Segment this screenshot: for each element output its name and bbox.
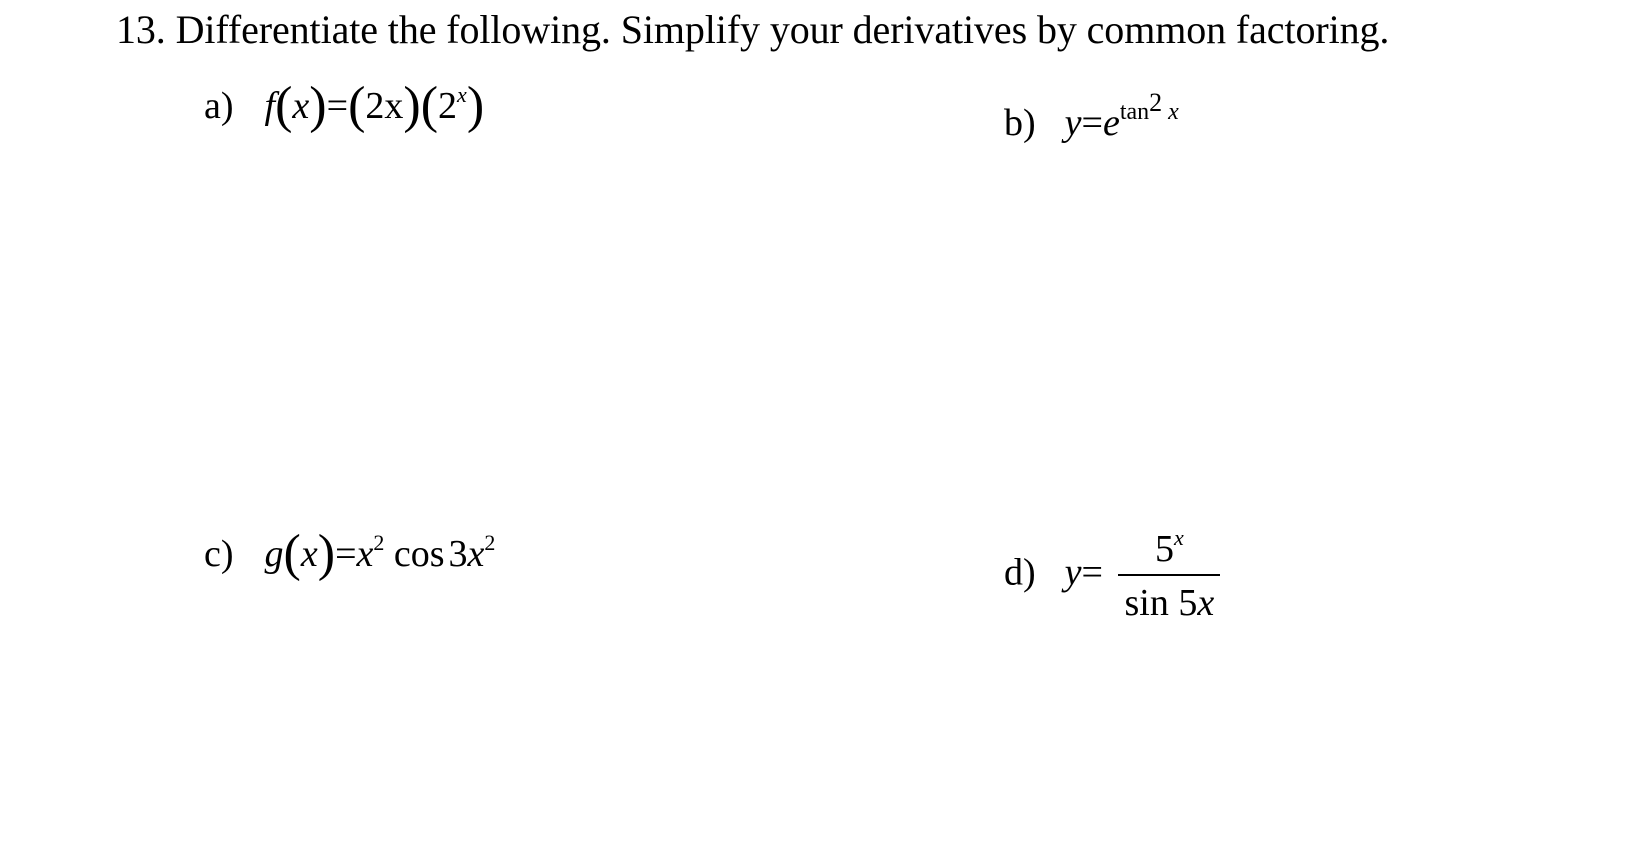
- problem-c-trig: cos: [393, 533, 445, 575]
- problem-a-base2: 2: [438, 85, 458, 127]
- equals-sign: =: [335, 533, 357, 575]
- problem-d-fraction: [1118, 525, 1220, 624]
- problem-d-label: d): [1004, 551, 1036, 594]
- close-paren: ): [309, 77, 327, 134]
- problem-a-label: a): [204, 85, 234, 127]
- problem-b-exp-power: 2: [1149, 88, 1163, 117]
- problem-a: [204, 77, 485, 134]
- problem-d-num-base: 5: [1154, 528, 1174, 570]
- problem-b-exp-var: x: [1168, 99, 1179, 125]
- problem-c-term1-base: x: [356, 533, 374, 575]
- equals-sign: =: [1081, 551, 1103, 594]
- problem-d-den-fn: sin: [1124, 582, 1169, 624]
- problem-c-label: c): [204, 533, 234, 575]
- open-paren: (: [420, 77, 439, 134]
- equals-sign: =: [1081, 102, 1103, 144]
- open-paren: (: [348, 77, 366, 134]
- problem-a-function-name: f: [264, 85, 276, 127]
- problem-c-argument: x: [300, 533, 318, 575]
- problem-c-term1-power: 2: [373, 530, 385, 555]
- problem-b-exponent: [1120, 90, 1179, 124]
- problem-d-num-exp: x: [1173, 525, 1184, 550]
- problem-c-function-name: g: [264, 533, 284, 575]
- problem-c-term2-base: x: [467, 533, 485, 575]
- problem-a-exponent: x: [457, 82, 467, 107]
- problem-d-numerator: [1141, 525, 1198, 574]
- open-paren: (: [283, 525, 301, 582]
- problem-a-factor1: 2x: [365, 85, 404, 127]
- problem-d: [1004, 525, 1220, 624]
- equals-sign: =: [326, 85, 349, 127]
- problem-c-coef: 3: [448, 533, 468, 575]
- question-13-title: [116, 6, 1389, 54]
- problem-d-lhs: y: [1064, 551, 1082, 594]
- close-paren: ): [403, 77, 421, 134]
- problem-a-argument: x: [292, 85, 310, 127]
- close-paren: ): [466, 77, 485, 134]
- problem-b-label: b): [1004, 102, 1036, 144]
- question-instruction: Differentiate the following. Simplify your derivatives by common factoring.: [175, 7, 1390, 52]
- problem-d-denominator: [1118, 576, 1220, 622]
- problem-b-lhs: y: [1064, 102, 1082, 144]
- problem-b-base: e: [1102, 102, 1120, 144]
- open-paren: (: [275, 77, 293, 134]
- problem-c-term2-power: 2: [484, 530, 496, 555]
- close-paren: ): [317, 525, 336, 582]
- problem-d-den-var: x: [1197, 582, 1215, 624]
- problem-b: [1004, 90, 1179, 142]
- problem-d-den-coef: 5: [1178, 582, 1198, 624]
- question-number: 13.: [116, 7, 166, 52]
- problem-b-exp-fn: tan: [1119, 99, 1150, 125]
- problem-c: [204, 525, 496, 582]
